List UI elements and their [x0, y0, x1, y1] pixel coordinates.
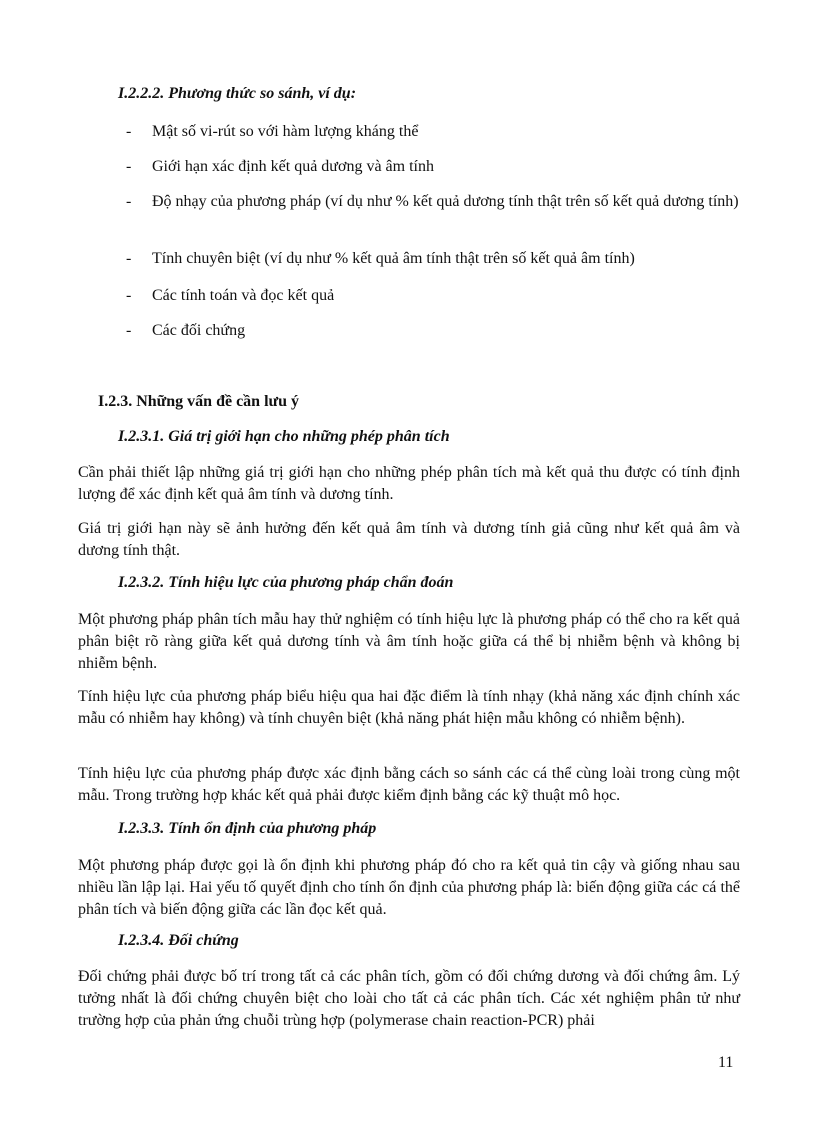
paragraph: Giá trị giới hạn này sẽ ảnh hưởng đến kết quả âm tính và dương tính giả cũng như kết quả âm và dương tính thật.	[78, 520, 740, 559]
list-item-text: Giới hạn xác định kết quả dương và âm tính	[152, 158, 434, 175]
paragraph: Tính hiệu lực của phương pháp được xác định bằng cách so sánh các cá thể cùng loài trong cùng một mẫu. Trong trường hợp khác kết quả phải được kiểm định bằng các kỹ thuật mô học.	[78, 765, 740, 804]
heading-i-2-3: I.2.3. Những vấn đề cần lưu ý	[98, 393, 300, 410]
paragraph: Một phương pháp được gọi là ổn định khi phương pháp đó cho ra kết quả tin cậy và giống nhau sau nhiều lần lập lại. Hai yếu tố quyết định cho tính ổn định của phương pháp là: biến động giữa các cá thể phân tích và biến động giữa các lần đọc kết quả.	[78, 857, 740, 918]
bullet-dash: -	[126, 287, 132, 304]
paragraph: Cần phải thiết lập những giá trị giới hạn cho những phép phân tích mà kết quả thu được có tính định lượng để xác định kết quả âm tính và dương tính.	[78, 464, 740, 503]
bullet-dash: -	[126, 322, 132, 339]
page-number: 11	[718, 1054, 734, 1071]
heading-i-2-2-2: I.2.2.2. Phương thức so sánh, ví dụ:	[118, 85, 357, 102]
heading-i-2-3-3: I.2.3.3. Tính ổn định của phương pháp	[118, 820, 377, 837]
heading-i-2-3-1: I.2.3.1. Giá trị giới hạn cho những phép phân tích	[118, 428, 450, 445]
bullet-dash: -	[126, 123, 132, 140]
list-item-text: Tính chuyên biệt (ví dụ như % kết quả âm tính thật trên số kết quả âm tính)	[152, 250, 635, 267]
paragraph: Tính hiệu lực của phương pháp biểu hiệu qua hai đặc điểm là tính nhạy (khả năng xác định chính xác mẫu có nhiễm hay không) và tính chuyên biệt (khả năng phát hiện mẫu không có nhiễm bệnh).	[78, 688, 740, 727]
heading-i-2-3-2: I.2.3.2. Tính hiệu lực của phương pháp chẩn đoán	[118, 574, 454, 591]
list-item-text: Các đối chứng	[152, 322, 246, 339]
bullet-dash: -	[126, 250, 132, 267]
paragraph: Đối chứng phải được bố trí trong tất cả các phân tích, gồm có đối chứng dương và đối chứng âm. Lý tưởng nhất là đối chứng chuyên biệt cho loài cho tất cả các phân tích. Các xét nghiệm phân tử như trường hợp của phản ứng chuỗi trùng hợp (polymerase chain reaction-PCR) phải	[78, 968, 740, 1029]
list-item-text: Độ nhạy của phương pháp (ví dụ như % kết quả dương tính thật trên số kết quả dương tính)	[152, 193, 739, 210]
paragraph: Một phương pháp phân tích mẫu hay thử nghiệm có tính hiệu lực là phương pháp có thể cho ra kết quả phân biệt rõ ràng giữa kết quả dương tính và âm tính hoặc giữa cá thể bị nhiễm bệnh và không bị nhiễm bệnh.	[78, 611, 740, 672]
heading-i-2-3-4: I.2.3.4. Đối chứng	[118, 932, 239, 949]
list-item-text: Mật số vi-rút so với hàm lượng kháng thể	[152, 123, 419, 140]
bullet-dash: -	[126, 158, 132, 175]
list-item-text: Các tính toán và đọc kết quả	[152, 287, 335, 304]
bullet-dash: -	[126, 193, 132, 210]
